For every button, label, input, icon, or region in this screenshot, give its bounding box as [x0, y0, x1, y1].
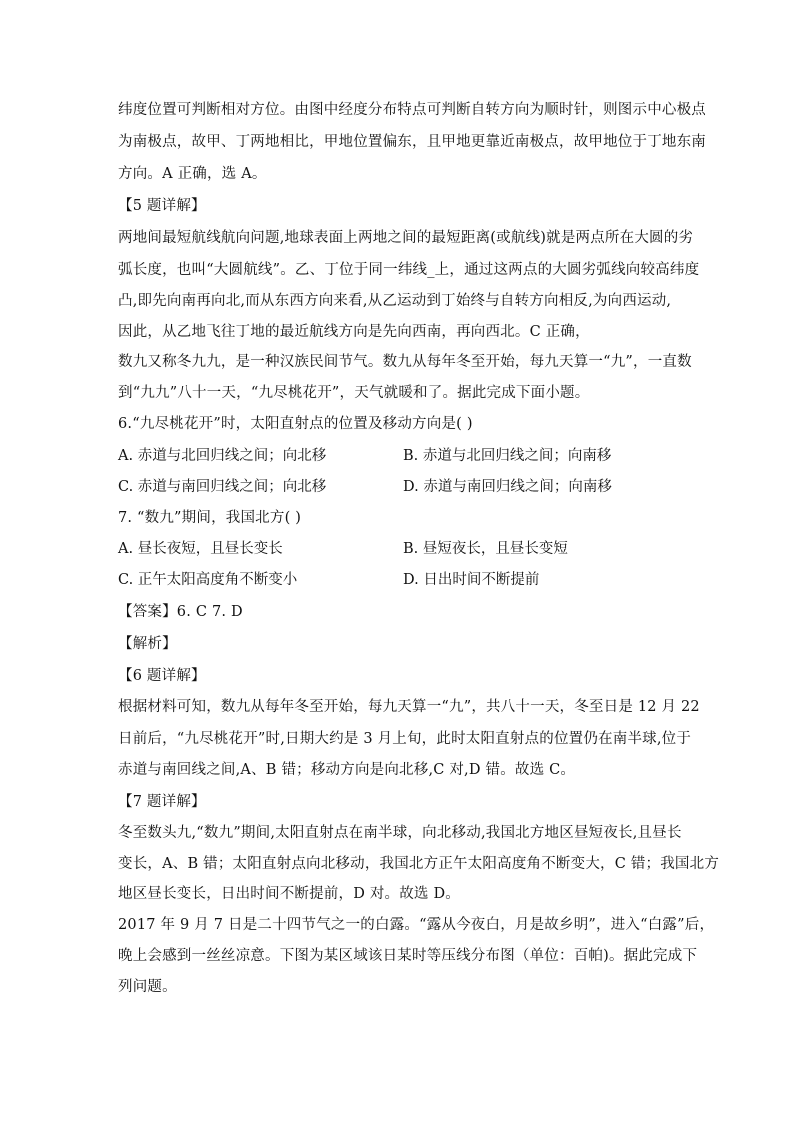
text-line: 数九又称冬九九，是一种汉族民间节气。数九从每年冬至开始，每九天算一“九”，一直数: [118, 354, 692, 370]
text-line: 到“九九”八十一天，“九尽桃花开”，天气就暖和了。据此完成下面小题。: [118, 385, 590, 401]
text-line: 两地间最短航线航向问题,地球表面上两地之间的最短距离(或航线)就是两点所在大圆的劣: [118, 230, 694, 246]
q6-option-b: B. 赤道与北回归线之间；向南移: [403, 448, 612, 464]
text-line: 列问题。: [118, 979, 177, 995]
text-line: 冬至数头九,“数九”期间,太阳直射点在南半球，向北移动,我国北方地区昼短夜长,且昼长: [118, 825, 682, 841]
text-line: 赤道与南回线之间,A、B 错；移动方向是向北移,C 对,D 错。故选 C。: [118, 762, 576, 778]
q6-option-c: C. 赤道与南回归线之间；向北移: [118, 479, 327, 495]
text-line: 晚上会感到一丝丝凉意。下图为某区域该日某时等压线分布图（单位：百帕)。据此完成下: [118, 948, 698, 964]
text-line: 地区昼长变长，日出时间不断提前，D 对。故选 D。: [118, 886, 460, 902]
question-7-stem: 7. “数九”期间，我国北方( ): [118, 510, 302, 526]
section-heading: 【6 题详解】: [118, 668, 206, 684]
text-line: 因此，从乙地飞往丁地的最近航线方向是先向西南，再向西北。C 正确，: [118, 324, 590, 340]
text-line: 2017 年 9 月 7 日是二十四节气之一的白露。“露从今夜白，月是故乡明”，进入“白露”后，: [118, 917, 715, 933]
analysis-heading: 【解析】: [118, 636, 177, 652]
q7-option-c: C. 正午太阳高度角不断变小: [118, 572, 298, 588]
q7-option-d: D. 日出时间不断提前: [403, 572, 540, 588]
text-line: 纬度位置可判断相对方位。由图中经度分布特点可判断自转方向为顺时针，则图示中心极点: [118, 102, 706, 118]
text-line: 日前后，“九尽桃花开”时,日期大约是 3 月上旬，此时太阳直射点的位置仍在南半球,位于: [118, 731, 692, 747]
section-heading: 【7 题详解】: [118, 794, 206, 810]
question-6-stem: 6.“九尽桃花开”时，太阳直射点的位置及移动方向是( ): [118, 416, 473, 432]
answer-line: 【答案】6. C 7. D: [118, 604, 243, 620]
q7-option-b: B. 昼短夜长，且昼长变短: [403, 541, 568, 557]
text-line: 弧长度，也叫“大圆航线”。乙、丁位于同一纬线_上，通过这两点的大圆劣弧线向较高纬度: [118, 262, 700, 278]
text-line: 根据材料可知，数九从每年冬至开始，每九天算一“九”，共八十一天，冬至日是 12 月 22: [118, 699, 700, 715]
q7-option-a: A. 昼长夜短，且昼长变长: [118, 541, 283, 557]
text-line: 变长，A、B 错；太阳直射点向北移动，我国北方正午太阳高度角不断变大，C 错；我国北方: [118, 856, 720, 872]
q6-option-a: A. 赤道与北回归线之间；向北移: [118, 448, 327, 464]
section-heading: 【5 题详解】: [118, 198, 206, 214]
text-line: 方向。A 正确，选 A。: [118, 166, 267, 182]
q6-option-d: D. 赤道与南回归线之间；向南移: [403, 479, 612, 495]
text-line: 为南极点，故甲、丁两地相比，甲地位置偏东，且甲地更靠近南极点，故甲地位于丁地东南: [118, 134, 706, 150]
text-line: 凸,即先向南再向北,而从东西方向来看,从乙运动到丁始终与自转方向相反,为向西运动,: [118, 293, 672, 309]
